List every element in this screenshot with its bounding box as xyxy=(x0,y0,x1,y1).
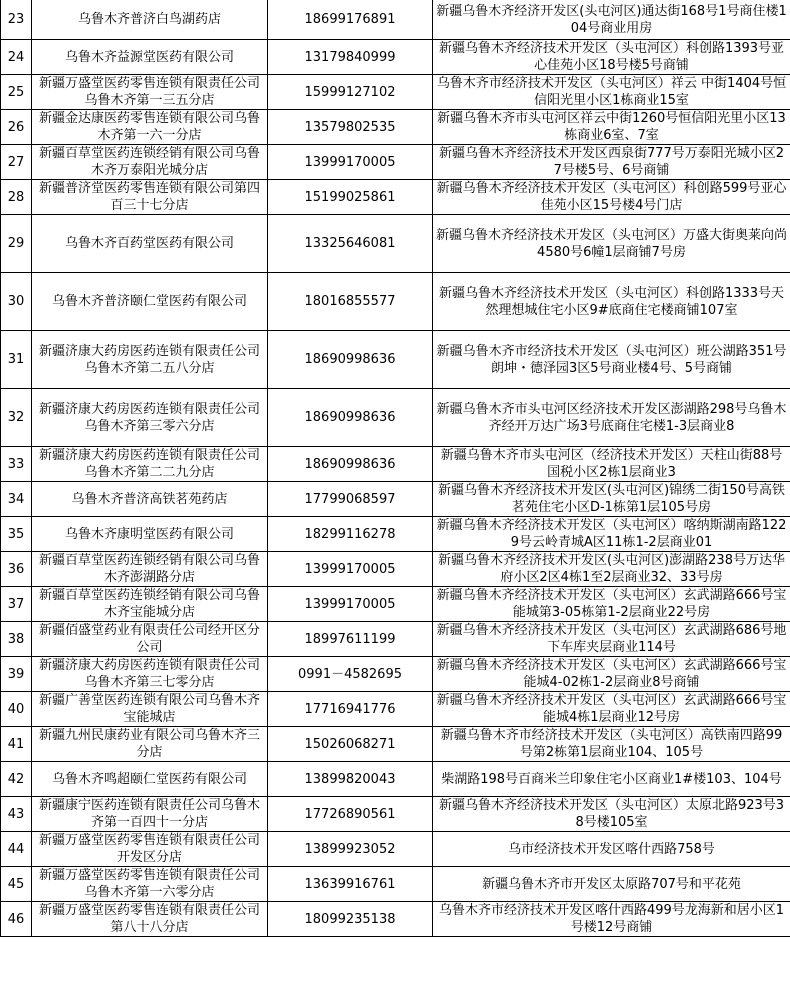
phone-number: 18690998636 xyxy=(268,331,433,389)
store-address: 新疆乌鲁木齐市开发区太原路707号和平花苑 xyxy=(433,867,790,902)
phone-number: 13999170005 xyxy=(268,145,433,180)
store-address: 新疆乌鲁木齐经济技术开发区(头屯河区)澎湖路238号万达华府小区2区4栋1至2层商业32、33号房 xyxy=(433,552,790,587)
store-name: 乌鲁木齐普济白鸟湖药店 xyxy=(32,0,268,40)
store-name: 新疆广善堂医药连锁有限公司乌鲁木齐宝能城店 xyxy=(32,692,268,727)
store-name: 新疆普济堂医药零售连锁有限公司第四百三十七分店 xyxy=(32,180,268,215)
store-name: 新疆济康大药房医药连锁有限责任公司乌鲁木齐第三零六分店 xyxy=(32,389,268,447)
phone-number: 13899820043 xyxy=(268,762,433,797)
phone-number: 15026068271 xyxy=(268,727,433,762)
table-row xyxy=(1,331,790,389)
table-row xyxy=(1,482,790,517)
phone-number: 13999170005 xyxy=(268,587,433,622)
phone-number: 18690998636 xyxy=(268,389,433,447)
store-address: 新疆乌鲁木齐市头屯河区经济技术开发区澎湖路298号乌鲁木齐经开万达广场3号底商住宅楼1-3层商业8 xyxy=(433,389,790,447)
store-address: 新疆乌鲁木齐市头屯河区（经济技术开发区）天柱山街88号国税小区2栋1层商业3 xyxy=(433,447,790,482)
table-row xyxy=(1,762,790,797)
row-number: 34 xyxy=(1,482,32,517)
phone-number: 15199025861 xyxy=(268,180,433,215)
phone-number: 13639916761 xyxy=(268,867,433,902)
store-name: 新疆济康大药房医药连锁有限责任公司乌鲁木齐第三七零分店 xyxy=(32,657,268,692)
row-number: 25 xyxy=(1,75,32,110)
store-name: 乌鲁木齐康明堂医药有限公司 xyxy=(32,517,268,552)
row-number: 45 xyxy=(1,867,32,902)
table-row xyxy=(1,552,790,587)
store-name: 乌鲁木齐鸣超颐仁堂医药有限公司 xyxy=(32,762,268,797)
store-name: 新疆万盛堂医药零售连锁有限责任公司乌鲁木齐第一六零分店 xyxy=(32,867,268,902)
store-name: 新疆百草堂医药连锁经销有限公司乌鲁木齐万泰阳光城分店 xyxy=(32,145,268,180)
phone-number: 17799068597 xyxy=(268,482,433,517)
phone-number: 18099235138 xyxy=(268,902,433,937)
row-number: 31 xyxy=(1,331,32,389)
store-address: 柴湖路198号百商米兰印象住宅小区商业1#楼103、104号 xyxy=(433,762,790,797)
store-address: 新疆乌鲁木齐市经济技术开发区（头屯河区）高铁南四路99号第2栋第1层商业104、105号 xyxy=(433,727,790,762)
phone-number: 18016855577 xyxy=(268,273,433,331)
row-number: 40 xyxy=(1,692,32,727)
phone-number: 13999170005 xyxy=(268,552,433,587)
table-row xyxy=(1,110,790,145)
phone-number: 13325646081 xyxy=(268,215,433,273)
table-row xyxy=(1,587,790,622)
phone-number: 13899923052 xyxy=(268,832,433,867)
store-name: 新疆万盛堂医药零售连锁有限责任公司开发区分店 xyxy=(32,832,268,867)
store-address: 新疆乌鲁木齐经济技术开发区（头屯河区）万盛大街奥莱向尚4580号6幢1层商铺7号房 xyxy=(433,215,790,273)
table-row xyxy=(1,447,790,482)
row-number: 38 xyxy=(1,622,32,657)
table-row xyxy=(1,389,790,447)
table-row xyxy=(1,0,790,40)
store-address: 新疆乌鲁木齐经济技术开发区（头屯河区）喀纳斯湖南路1229号云岭青城A区11栋1-2层商业01 xyxy=(433,517,790,552)
store-address: 新疆乌鲁木齐经济开发区(头屯河区)通达街168号1号商住楼104号商业用房 xyxy=(433,0,790,40)
store-name: 新疆康宁医药连锁有限责任公司乌鲁木齐第一百四十一分店 xyxy=(32,797,268,832)
table-row xyxy=(1,75,790,110)
row-number: 29 xyxy=(1,215,32,273)
store-name: 新疆万盛堂医药零售连锁有限责任公司第八十八分店 xyxy=(32,902,268,937)
row-number: 42 xyxy=(1,762,32,797)
phone-number: 17726890561 xyxy=(268,797,433,832)
row-number: 36 xyxy=(1,552,32,587)
store-address: 乌市经济技术开发区喀什西路758号 xyxy=(433,832,790,867)
store-name: 新疆金达康医药零售连锁有限公司乌鲁木齐第一六一分店 xyxy=(32,110,268,145)
row-number: 43 xyxy=(1,797,32,832)
table-row xyxy=(1,657,790,692)
store-name: 新疆九州民康药业有限公司乌鲁木齐三分店 xyxy=(32,727,268,762)
table-row xyxy=(1,692,790,727)
phone-number: 18699176891 xyxy=(268,0,433,40)
table-row xyxy=(1,832,790,867)
row-number: 35 xyxy=(1,517,32,552)
store-name: 新疆百草堂医药连锁经销有限公司乌鲁木齐宝能城分店 xyxy=(32,587,268,622)
row-number: 39 xyxy=(1,657,32,692)
row-number: 23 xyxy=(1,0,32,40)
table-row xyxy=(1,40,790,75)
store-name: 乌鲁木齐百药堂医药有限公司 xyxy=(32,215,268,273)
table-row xyxy=(1,867,790,902)
table-row xyxy=(1,215,790,273)
phone-number: 0991－4582695 xyxy=(268,657,433,692)
store-name: 新疆万盛堂医药零售连锁有限责任公司乌鲁木齐第一三五分店 xyxy=(32,75,268,110)
row-number: 33 xyxy=(1,447,32,482)
phone-number: 15999127102 xyxy=(268,75,433,110)
row-number: 44 xyxy=(1,832,32,867)
store-address: 新疆乌鲁木齐经济技术开发区（头屯河区）玄武湖路666号宝能城4栋1层商业12号房 xyxy=(433,692,790,727)
table-row xyxy=(1,622,790,657)
phone-number: 13179840999 xyxy=(268,40,433,75)
store-name: 乌鲁木齐普济颐仁堂医药有限公司 xyxy=(32,273,268,331)
store-address: 新疆乌鲁木齐经济技术开发区（头屯河区）科创路599号亚心佳苑小区15号楼4号门店 xyxy=(433,180,790,215)
store-name: 乌鲁木齐普济高铁茗苑药店 xyxy=(32,482,268,517)
store-address: 新疆乌鲁木齐经济技术开发区（头屯河区）太原北路923号38号楼105室 xyxy=(433,797,790,832)
row-number: 37 xyxy=(1,587,32,622)
store-address: 新疆乌鲁木齐经济技术开发区（头屯河区）玄武湖路686号地下车库夹层商业114号 xyxy=(433,622,790,657)
store-address: 新疆乌鲁木齐经济技术开发区（头屯河区）科创路1333号天然理想城住宅小区9#底商住宅楼商铺107室 xyxy=(433,273,790,331)
phone-number: 17716941776 xyxy=(268,692,433,727)
table-row xyxy=(1,727,790,762)
table-row xyxy=(1,145,790,180)
row-number: 24 xyxy=(1,40,32,75)
store-address: 新疆乌鲁木齐市经济技术开发区（头屯河区）班公湖路351号朗坤・德泽园3区5号商业楼4号、5号商铺 xyxy=(433,331,790,389)
store-address: 新疆乌鲁木齐经济技术开发区（头屯河区）玄武湖路666号宝能城4-02栋1-2层商业8号商铺 xyxy=(433,657,790,692)
phone-number: 18690998636 xyxy=(268,447,433,482)
row-number: 46 xyxy=(1,902,32,937)
row-number: 32 xyxy=(1,389,32,447)
phone-number: 18299116278 xyxy=(268,517,433,552)
store-name: 新疆济康大药房医药连锁有限责任公司乌鲁木齐第二五八分店 xyxy=(32,331,268,389)
store-address: 新疆乌鲁木齐经济技术开发区(头屯河区)锦绣二街150号高铁茗苑住宅小区D-1栋第1层105号房 xyxy=(433,482,790,517)
phone-number: 18997611199 xyxy=(268,622,433,657)
pharmacy-table-body xyxy=(1,0,790,937)
row-number: 28 xyxy=(1,180,32,215)
store-address: 新疆乌鲁木齐经济技术开发区（头屯河区）科创路1393号亚心佳苑小区18号楼5号商铺 xyxy=(433,40,790,75)
store-name: 乌鲁木齐益源堂医药有限公司 xyxy=(32,40,268,75)
store-address: 乌鲁木齐市经济技术开发区（头屯河区）祥云 中街1404号恒信阳光里小区1栋商业15室 xyxy=(433,75,790,110)
table-row xyxy=(1,902,790,937)
store-name: 新疆济康大药房医药连锁有限责任公司乌鲁木齐第二二九分店 xyxy=(32,447,268,482)
store-address: 新疆乌鲁木齐经济技术开发区（头屯河区）玄武湖路666号宝能城第3-05栋第1-2层商业22号房 xyxy=(433,587,790,622)
row-number: 30 xyxy=(1,273,32,331)
phone-number: 13579802535 xyxy=(268,110,433,145)
table-row xyxy=(1,180,790,215)
row-number: 41 xyxy=(1,727,32,762)
table-row xyxy=(1,273,790,331)
table-row xyxy=(1,797,790,832)
store-address: 新疆乌鲁木齐市头屯河区祥云中街1260号恒信阳光里小区13栋商业6室、7室 xyxy=(433,110,790,145)
store-address: 乌鲁木齐市经济技术开发区喀什西路499号龙海新和居小区1号楼12号商铺 xyxy=(433,902,790,937)
store-name: 新疆佰盛堂药业有限责任公司经开区分公司 xyxy=(32,622,268,657)
table-row xyxy=(1,517,790,552)
row-number: 26 xyxy=(1,110,32,145)
row-number: 27 xyxy=(1,145,32,180)
store-address: 新疆乌鲁木齐经济技术开发区西泉街777号万泰阳光城小区27号楼5号、6号商铺 xyxy=(433,145,790,180)
store-name: 新疆百草堂医药连锁经销有限公司乌鲁木齐澎湖路分店 xyxy=(32,552,268,587)
